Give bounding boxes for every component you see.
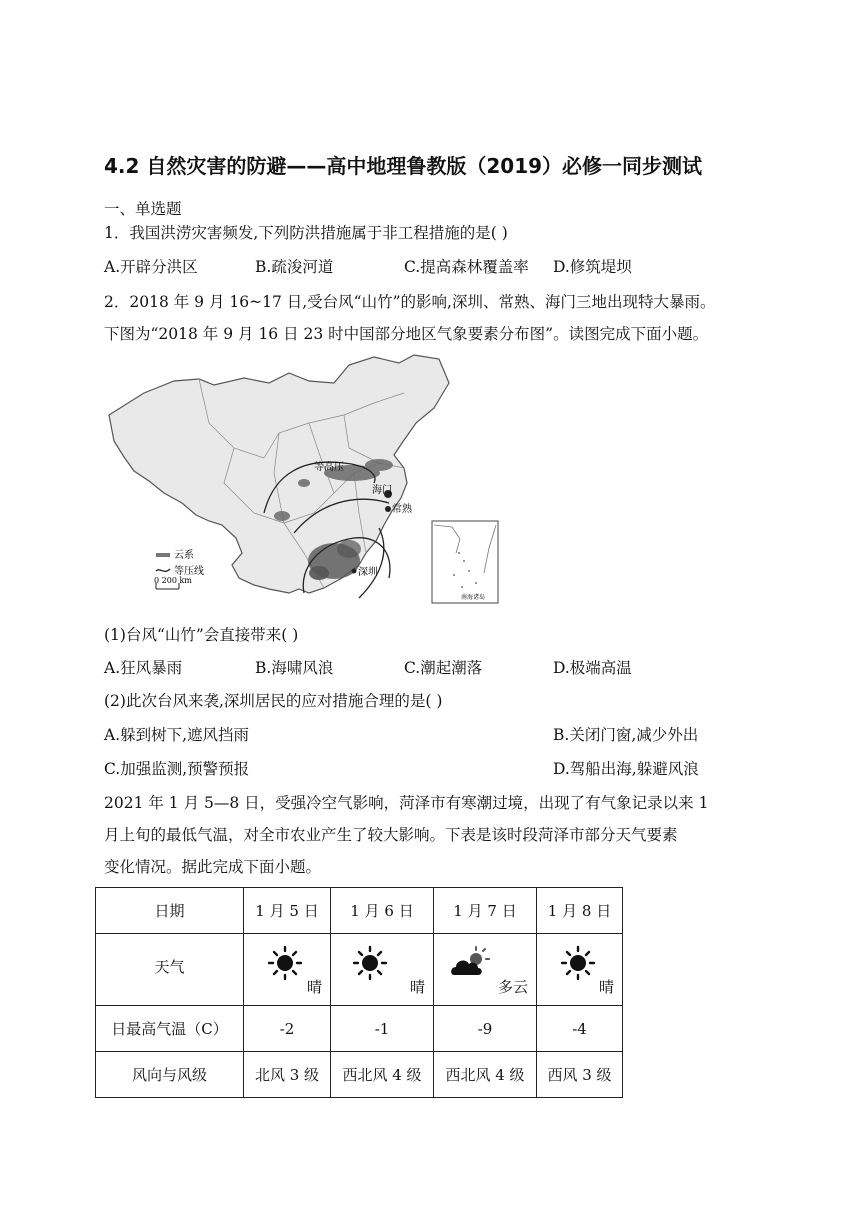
table-row bbox=[96, 888, 623, 934]
q2-sub1-option-b[interactable]: B.海啸风浪 bbox=[255, 659, 334, 677]
map-scale: 0 200 km bbox=[154, 576, 192, 585]
q2-sub2-stem: (2)此次台风来袭,深圳居民的应对措施合理的是( ) bbox=[104, 692, 443, 710]
weather-text: 晴 bbox=[409, 977, 425, 996]
q2-sub1-stem: (1)台风“山竹”会直接带来( ) bbox=[104, 626, 299, 644]
q2-sub1-option-d[interactable]: D.极端高温 bbox=[553, 659, 632, 677]
weather-table bbox=[95, 887, 623, 1098]
q2-sub2-option-b[interactable]: B.关闭门窗,减少外出 bbox=[553, 726, 699, 744]
temp-cell: -9 bbox=[434, 1006, 537, 1052]
row-label-wind: 风向与风级 bbox=[96, 1052, 244, 1098]
legend-cloud: 云系 bbox=[174, 550, 194, 561]
sun-icon bbox=[560, 945, 600, 981]
date-cell: 1 月 7 日 bbox=[434, 888, 537, 934]
sun-icon bbox=[267, 945, 307, 981]
china-outline bbox=[109, 355, 449, 593]
weather-cell bbox=[434, 934, 537, 1006]
row-label-date: 日期 bbox=[96, 888, 244, 934]
wind-cell: 西北风 4 级 bbox=[331, 1052, 434, 1098]
document-title: 4.2 自然灾害的防避——高中地理鲁教版（2019）必修一同步测试 bbox=[104, 154, 703, 178]
temp-cell: -4 bbox=[537, 1006, 623, 1052]
sun-icon bbox=[352, 945, 392, 981]
weather-text: 晴 bbox=[306, 977, 322, 996]
question-2-stem-line2: 下图为“2018 年 9 月 16 日 23 时中国部分地区气象要素分布图”。读图完成下面小题。 bbox=[104, 325, 709, 343]
china-weather-map bbox=[104, 353, 504, 607]
row-label-max-temp: 日最高气温（C） bbox=[96, 1006, 244, 1052]
map-label-high-pressure: 等高压 bbox=[314, 462, 344, 473]
table-row bbox=[96, 1006, 623, 1052]
wind-cell: 西北风 4 级 bbox=[434, 1052, 537, 1098]
inset-label: 南海诸岛 bbox=[461, 594, 486, 601]
row-label-weather: 天气 bbox=[96, 934, 244, 1006]
weather-text: 多云 bbox=[497, 977, 528, 996]
q3-intro-line3: 变化情况。据此完成下面小题。 bbox=[104, 858, 322, 876]
q1-option-c[interactable]: C.提高森林覆盖率 bbox=[404, 258, 529, 276]
q1-option-a[interactable]: A.开辟分洪区 bbox=[104, 258, 198, 276]
legend-isobar: 等压线 bbox=[174, 566, 204, 577]
date-cell: 1 月 6 日 bbox=[331, 888, 434, 934]
changshu-marker bbox=[385, 506, 391, 512]
q2-sub1-option-a[interactable]: A.狂风暴雨 bbox=[104, 659, 183, 677]
q2-sub2-option-d[interactable]: D.驾船出海,躲避风浪 bbox=[553, 760, 699, 778]
table-row bbox=[96, 934, 623, 1006]
q3-intro-line2: 月上旬的最低气温，对全市农业产生了较大影响。下表是该时段菏泽市部分天气要素 bbox=[104, 826, 678, 844]
date-cell: 1 月 5 日 bbox=[244, 888, 331, 934]
section-heading: 一、单选题 bbox=[104, 200, 182, 218]
temp-cell: -1 bbox=[331, 1006, 434, 1052]
q2-sub1-option-c[interactable]: C.潮起潮落 bbox=[404, 659, 483, 677]
map-label-changshu: 常熟 bbox=[392, 504, 412, 515]
wind-cell: 西风 3 级 bbox=[537, 1052, 623, 1098]
question-1-stem: 1．我国洪涝灾害频发,下列防洪措施属于非工程措施的是( ) bbox=[104, 224, 508, 242]
map-label-haimen: 海门 bbox=[372, 485, 392, 496]
shenzhen-marker bbox=[352, 569, 357, 574]
weather-cell bbox=[331, 934, 434, 1006]
temp-cell: -2 bbox=[244, 1006, 331, 1052]
q1-option-d[interactable]: D.修筑堤坝 bbox=[553, 258, 632, 276]
map-label-shenzhen: 深圳 bbox=[358, 567, 378, 578]
question-2-stem-line1: 2．2018 年 9 月 16~17 日,受台风“山竹”的影响,深圳、常熟、海门三地出现特大暴雨。 bbox=[104, 293, 716, 311]
date-cell: 1 月 8 日 bbox=[537, 888, 623, 934]
q2-sub2-option-a[interactable]: A.躲到树下,遮风挡雨 bbox=[104, 726, 250, 744]
south-china-sea-inset bbox=[432, 521, 498, 603]
weather-text: 晴 bbox=[598, 977, 614, 996]
weather-cell bbox=[537, 934, 623, 1006]
weather-cell bbox=[244, 934, 331, 1006]
q2-sub2-option-c[interactable]: C.加强监测,预警预报 bbox=[104, 760, 250, 778]
wind-cell: 北风 3 级 bbox=[244, 1052, 331, 1098]
q3-intro-line1: 2021 年 1 月 5—8 日，受强冷空气影响，菏泽市有寒潮过境，出现了有气象记录以来 1 bbox=[104, 794, 709, 812]
cloudy-icon bbox=[448, 945, 492, 981]
table-row bbox=[96, 1052, 623, 1098]
q1-option-b[interactable]: B.疏浚河道 bbox=[255, 258, 334, 276]
